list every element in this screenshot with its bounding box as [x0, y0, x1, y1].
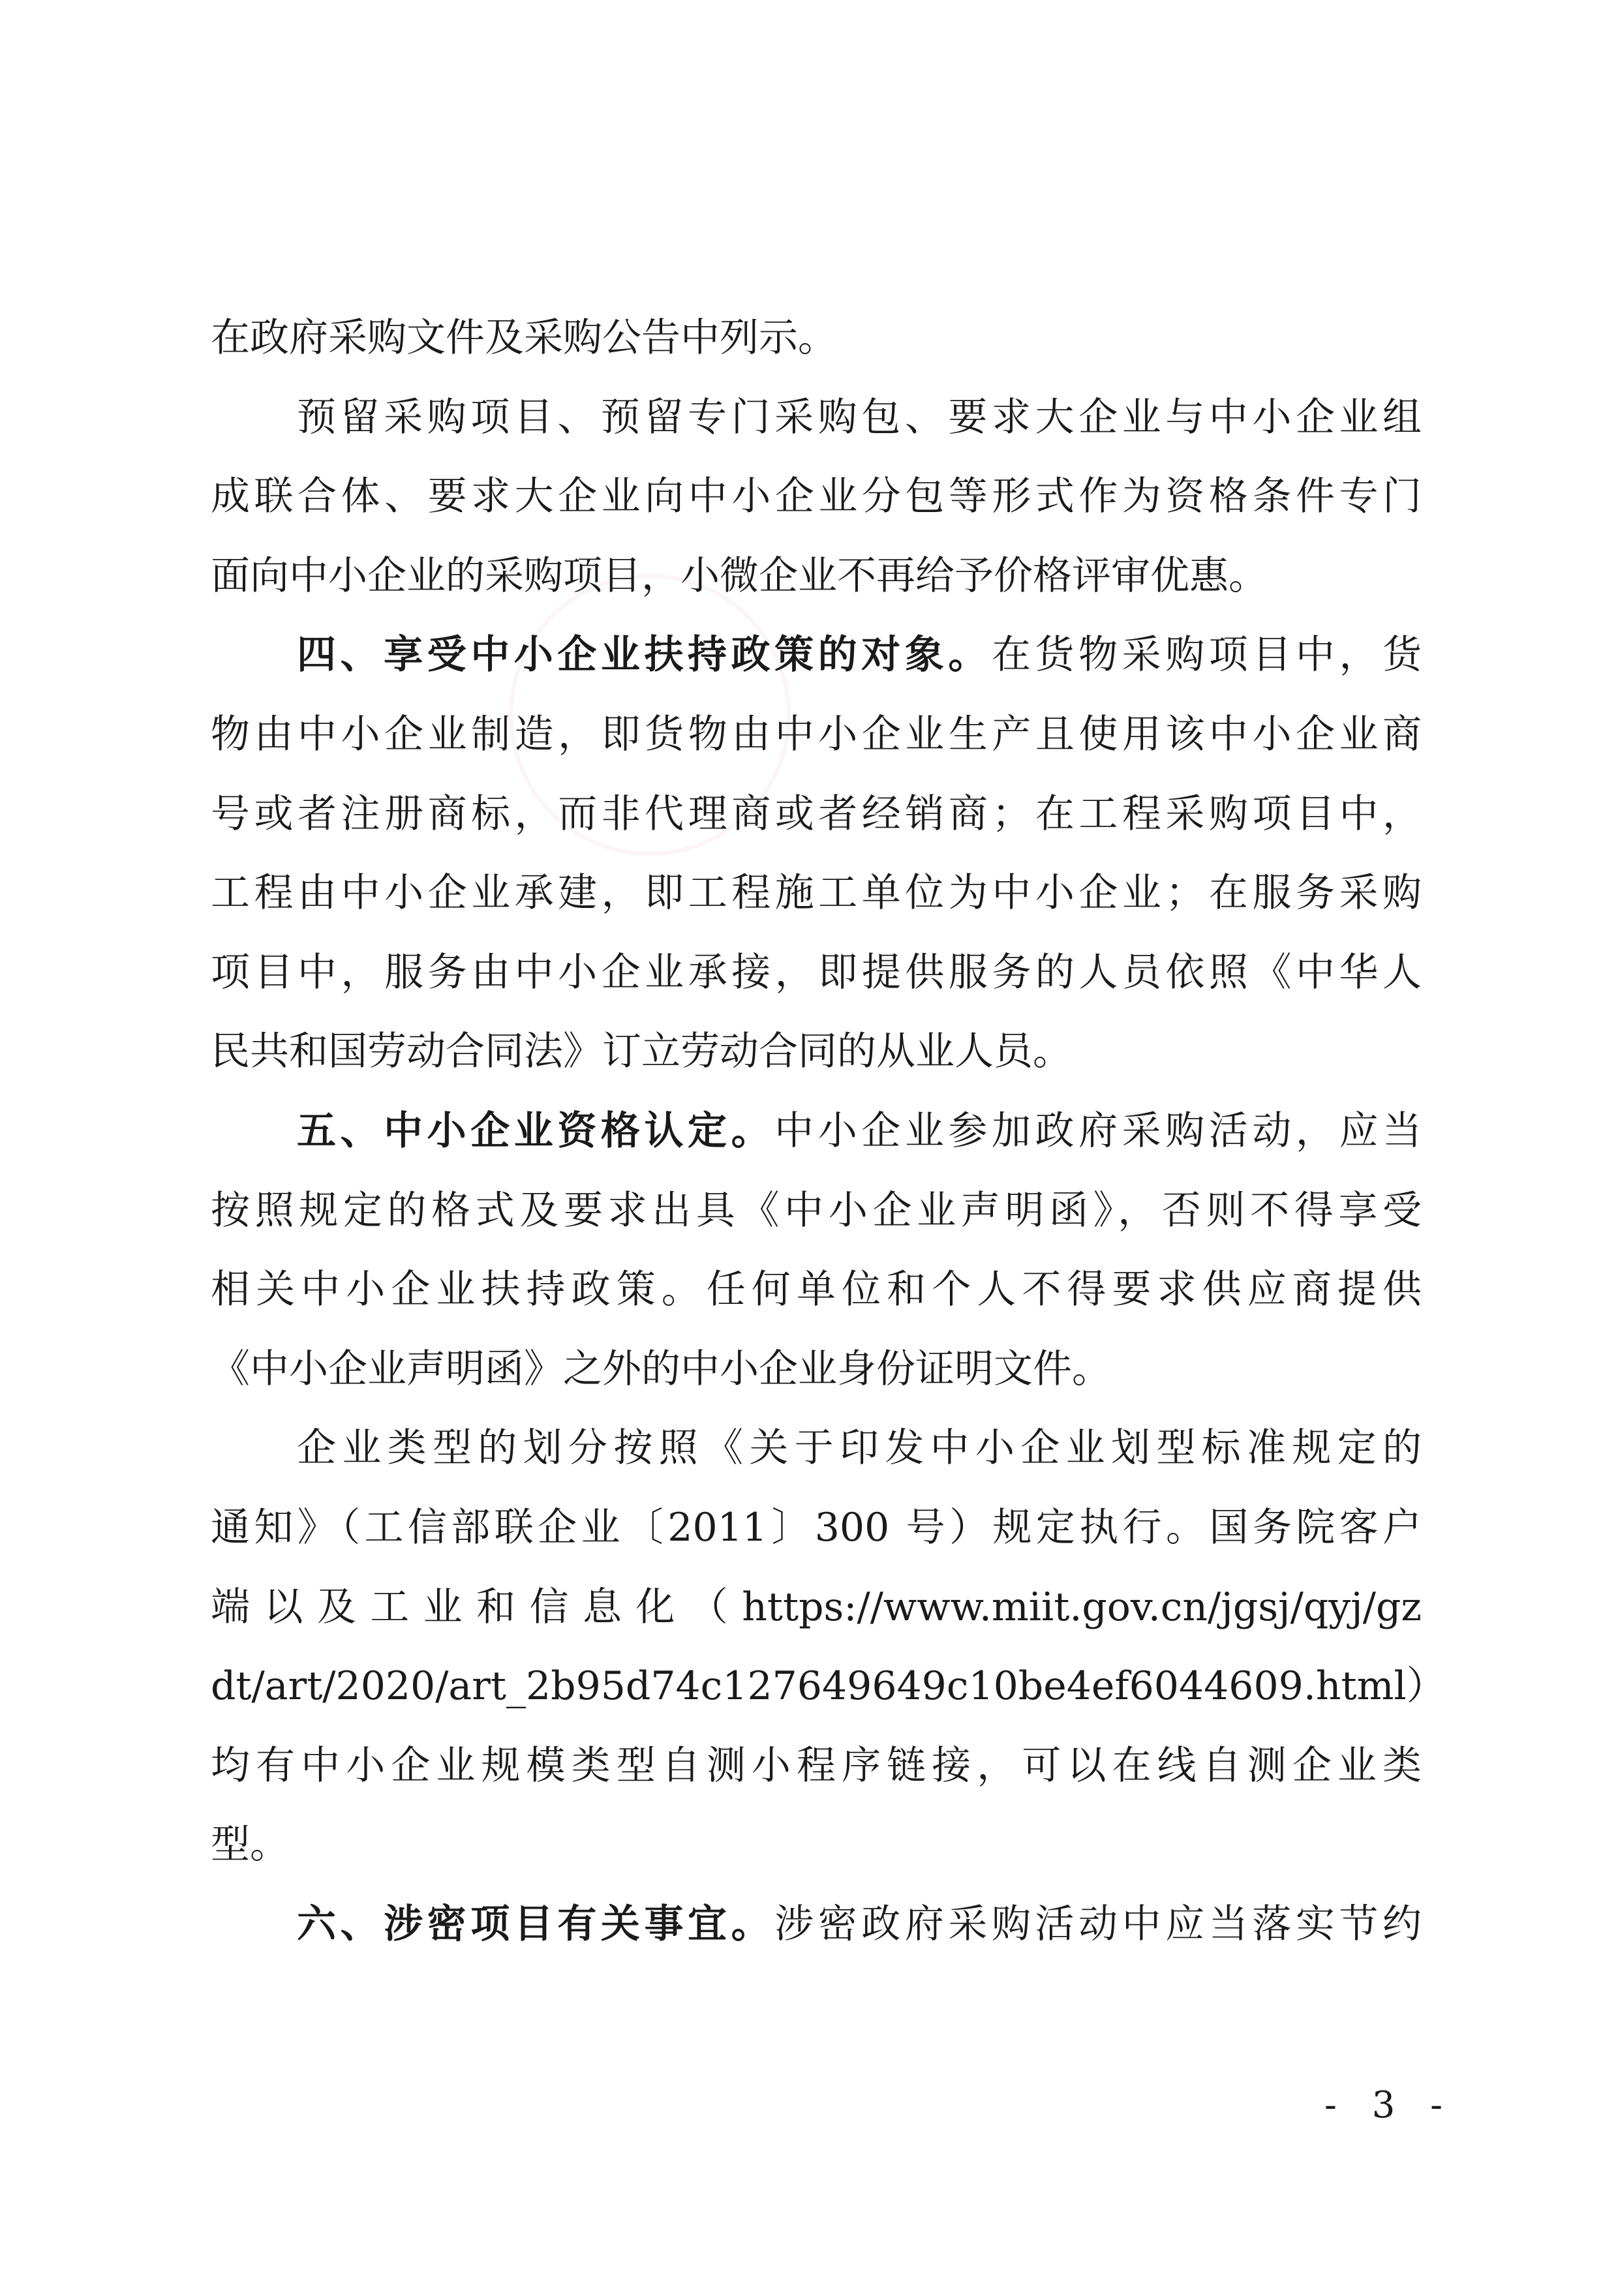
- line-text: 相关中小企业扶持政策。任何单位和个人不得要求供应商提供: [211, 1267, 1422, 1313]
- text-line: [211, 1330, 1422, 1410]
- document-body: [211, 299, 1446, 1964]
- line-text: 《中小企业声明函》之外的中小企业身份证明文件。: [211, 1346, 1111, 1392]
- text-line: [211, 378, 1422, 458]
- text-line: [211, 616, 1422, 695]
- line-text: 物由中小企业制造，即货物由中小企业生产且使用该中小企业商: [211, 711, 1422, 757]
- text-line: [211, 933, 1422, 1013]
- line-text: 型。: [211, 1822, 289, 1868]
- text-line: [211, 1647, 1446, 1727]
- line-text: 工程由中小企业承建，即工程施工单位为中小企业；在服务采购: [211, 870, 1422, 916]
- line-text: 号或者注册商标，而非代理商或者经销商；在工程采购项目中，: [211, 791, 1422, 837]
- text-line: [211, 1092, 1422, 1171]
- text-line: [211, 1250, 1422, 1330]
- text-line: [211, 1409, 1422, 1488]
- line-text: 企业类型的划分按照《关于印发中小企业划型标准规定的: [297, 1425, 1422, 1472]
- page-number: - 3 -: [1324, 2084, 1455, 2126]
- line-text: 通知》（工信部联企业〔2011〕300 号）规定执行。国务院客户: [211, 1504, 1422, 1550]
- line-text: 在政府采购文件及采购公告中列示。: [211, 315, 837, 361]
- text-line: [211, 695, 1422, 775]
- text-line: [211, 1568, 1422, 1648]
- line-text: 涉密政府采购活动中应当落实节约: [774, 1901, 1422, 1947]
- text-line: [211, 1727, 1422, 1806]
- section-heading: 五、中小企业资格认定。: [297, 1108, 775, 1154]
- text-line: [211, 854, 1422, 933]
- line-text: 均有中小企业规模类型自测小程序链接，可以在线自测企业类: [211, 1742, 1422, 1789]
- line-text: 民共和国劳动合同法》订立劳动合同的从业人员。: [211, 1029, 1072, 1075]
- line-text: 项目中，服务由中小企业承接，即提供服务的人员依照《中华人: [211, 949, 1422, 995]
- line-text: 预留采购项目、预留专门采购包、要求大企业与中小企业组: [297, 394, 1422, 440]
- section-heading: 四、享受中小企业扶持政策的对象。: [297, 632, 992, 678]
- text-line: [211, 537, 1422, 616]
- line-text: 在货物采购项目中，货: [991, 632, 1422, 678]
- line-text: 端以及工业和信息化（https://www.miit.gov.cn/jgsj/qyj/gz: [211, 1584, 1422, 1630]
- text-line: [211, 775, 1422, 854]
- text-line: [211, 1488, 1422, 1568]
- text-line: [211, 1012, 1422, 1092]
- line-text: 按照规定的格式及要求出具《中小企业声明函》，否则不得享受: [211, 1187, 1422, 1233]
- line-text: 中小企业参加政府采购活动，应当: [774, 1108, 1422, 1154]
- line-text: 成联合体、要求大企业向中小企业分包等形式作为资格条件专门: [211, 474, 1422, 520]
- text-line: [211, 1805, 1422, 1885]
- text-line: [211, 299, 1422, 378]
- text-line: [211, 1885, 1422, 1965]
- text-line: [211, 1171, 1422, 1251]
- text-line: [211, 457, 1422, 537]
- line-text: 面向中小企业的采购项目，小微企业不再给予价格评审优惠。: [211, 552, 1268, 599]
- line-text: dt/art/2020/art_2b95d74c127649649c10be4ef6044609.html）: [211, 1663, 1446, 1710]
- section-heading: 六、涉密项目有关事宜。: [297, 1901, 775, 1947]
